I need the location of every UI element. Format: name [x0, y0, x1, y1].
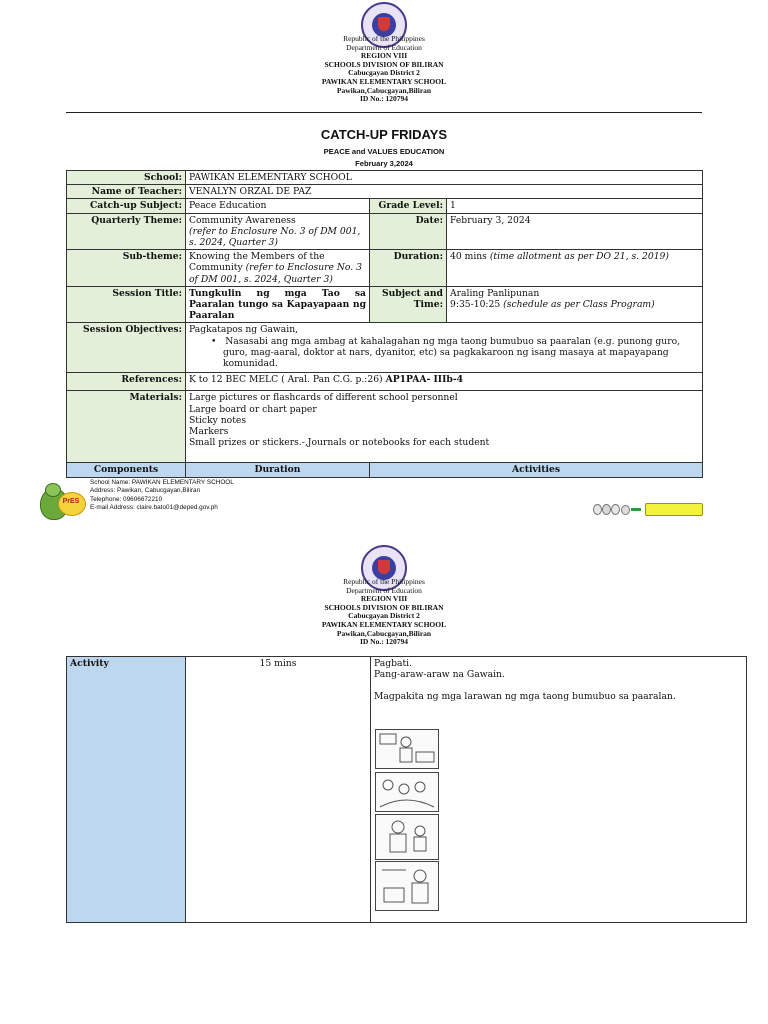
session-plan-table — [66, 170, 703, 478]
materials-cell — [186, 391, 703, 463]
objectives-intro: Pagkatapos ng Gawain, — [189, 324, 299, 336]
footer-contact — [90, 479, 234, 513]
letterhead-divider — [66, 112, 702, 113]
grade-value: 1 — [447, 199, 703, 213]
school-value: PAWIKAN ELEMENTARY SCHOOL — [186, 171, 703, 185]
footer-badges-logo — [593, 501, 703, 517]
footer-address: Address: Pawikan, Cabucgayan,Biliran — [90, 487, 201, 495]
subtheme-reference: (refer to Enclosure No. 3 of DM 001, s. 2024, Quarter 3) — [189, 262, 362, 285]
materials-label: Materials: — [67, 391, 186, 463]
school-turtle-logo — [36, 482, 86, 524]
personnel-picture-2 — [375, 772, 439, 812]
letterhead-address: Pawikan,Cabucgayan,Biliran — [336, 628, 432, 638]
subject-time-label: Subject and Time: — [370, 286, 447, 323]
grade-label: Grade Level: — [370, 199, 447, 213]
subject-time-time: 9:35-10:25 — [450, 299, 501, 311]
letterhead-district: Cabucgayan District 2 — [348, 68, 420, 78]
letterhead-school: PAWIKAN ELEMENTARY SCHOOL — [321, 76, 447, 86]
duration-cell — [447, 250, 703, 287]
duration-header: Duration — [186, 463, 370, 477]
references-value: K to 12 BEC MELC ( Aral. Pan C.G. p.:26) — [189, 374, 383, 386]
references-cell — [186, 373, 703, 391]
teacher-value: VENALYN ORZAL DE PAZ — [186, 185, 703, 199]
subject-time-cell — [447, 286, 703, 323]
subject-time-reference: (schedule as per Class Program) — [503, 299, 655, 311]
duration-label: Duration: — [370, 250, 447, 287]
page-title: CATCH-UP FRIDAYS — [320, 127, 448, 142]
components-header: Components — [67, 463, 186, 477]
personnel-picture-4 — [375, 861, 439, 911]
page-subtitle: PEACE and VALUES EDUCATION — [323, 147, 445, 156]
references-label: References: — [67, 373, 186, 391]
theme-reference: (refer to Enclosure No. 3 of DM 001, s. 2024, Quarter 3) — [189, 225, 361, 249]
activity-greeting: Pagbati. — [374, 658, 413, 669]
letterhead-school: PAWIKAN ELEMENTARY SCHOOL — [321, 619, 447, 629]
date-label: Date: — [370, 213, 447, 250]
footer-school: School Name: PAWIKAN ELEMENTARY SCHOOL — [90, 479, 234, 486]
objectives-label: Session Objectives: — [67, 323, 186, 373]
footer-telephone: Telephone: 09606672210 — [90, 495, 163, 503]
material-item: Sticky notes — [189, 414, 247, 426]
material-item: Small prizes or stickers.-,Journals or notebooks for each student — [189, 437, 490, 449]
letterhead-division: SCHOOLS DIVISION OF BILIRAN — [324, 59, 444, 69]
material-item: Large pictures or flashcards of different school personnel — [189, 392, 458, 404]
letterhead-id: ID No.: 120794 — [359, 94, 409, 104]
activities-header: Activities — [370, 463, 703, 477]
references-code: AP1PAA- IIIb-4 — [385, 374, 464, 386]
letterhead-department: Department of Education — [346, 585, 422, 595]
letterhead-address: Pawikan,Cabucgayan,Biliran — [336, 85, 432, 95]
letterhead-region: REGION VIII — [360, 594, 408, 604]
objective-item: • Nasasabi ang mga ambag at kahalagahan ng mga taong bumubuo sa paaralan (e.g. punong guro, guro, mag-aaral, doktor at nars, dyanitor, etc) sa pagkakaroon ng isang masaya at mapayapang komunidad. — [211, 335, 681, 370]
page-date: February 3,2024 — [355, 159, 413, 168]
material-item: Large board or chart paper — [189, 403, 317, 415]
subject-value: Peace Education — [186, 199, 370, 213]
material-item: Markers — [189, 426, 229, 438]
date-value: February 3, 2024 — [447, 213, 703, 250]
letterhead-division: SCHOOLS DIVISION OF BILIRAN — [324, 602, 444, 612]
letterhead-page2 — [0, 578, 768, 647]
school-label: School: — [67, 171, 186, 185]
school-logo-text: PrES — [62, 498, 80, 505]
teacher-label: Name of Teacher: — [67, 185, 186, 199]
session-title-label: Session Title: — [67, 286, 186, 323]
duration-value: 40 mins — [450, 251, 487, 263]
subtheme-cell — [186, 250, 370, 287]
theme-cell — [186, 213, 370, 250]
session-title-value: Tungkulin ng mga Tao sa Paaralan tungo sa Kapayapaan ng Paaralan — [186, 286, 370, 323]
theme-label: Quarterly Theme: — [67, 213, 186, 250]
personnel-picture-3 — [375, 814, 439, 860]
letterhead-republic: Republic of the Philippines — [343, 577, 425, 586]
activity-instruction: Magpakita ng mga larawan ng mga taong bumubuo sa paaralan. — [374, 691, 676, 703]
letterhead-id: ID No.: 120794 — [359, 637, 409, 647]
subject-time-subject: Araling Panlipunan — [450, 287, 540, 299]
subtheme-value: Knowing the Members of the Community — [189, 251, 325, 274]
subtheme-label: Sub-theme: — [67, 250, 186, 287]
letterhead-region: REGION VIII — [360, 51, 408, 61]
theme-value: Community Awareness — [189, 214, 296, 226]
footer-email: E-mail Address: claire.bato01@deped.gov.ph — [90, 504, 218, 512]
letterhead-republic: Republic of the Philippines — [343, 34, 425, 43]
objective-text: Nasasabi ang mga ambag at kahalagahan ng mga taong bumubuo sa paaralan (e.g. punong guro, guro, mag-aaral, doktor at nars, dyanitor, etc) sa pagkakaroon ng isang masaya at mapayapang komunidad. — [223, 335, 681, 370]
duration-reference: (time allotment as per DO 21, s. 2019) — [489, 251, 669, 263]
activity-duration: 15 mins — [186, 657, 371, 923]
objectives-cell — [186, 323, 703, 373]
personnel-picture-1 — [375, 729, 439, 769]
letterhead — [0, 35, 768, 104]
subject-label: Catch-up Subject: — [67, 199, 186, 213]
component-activity: Activity — [67, 657, 186, 923]
letterhead-department: Department of Education — [346, 42, 422, 52]
letterhead-district: Cabucgayan District 2 — [348, 611, 420, 621]
activity-routine: Pang-araw-araw na Gawain. — [374, 669, 505, 681]
